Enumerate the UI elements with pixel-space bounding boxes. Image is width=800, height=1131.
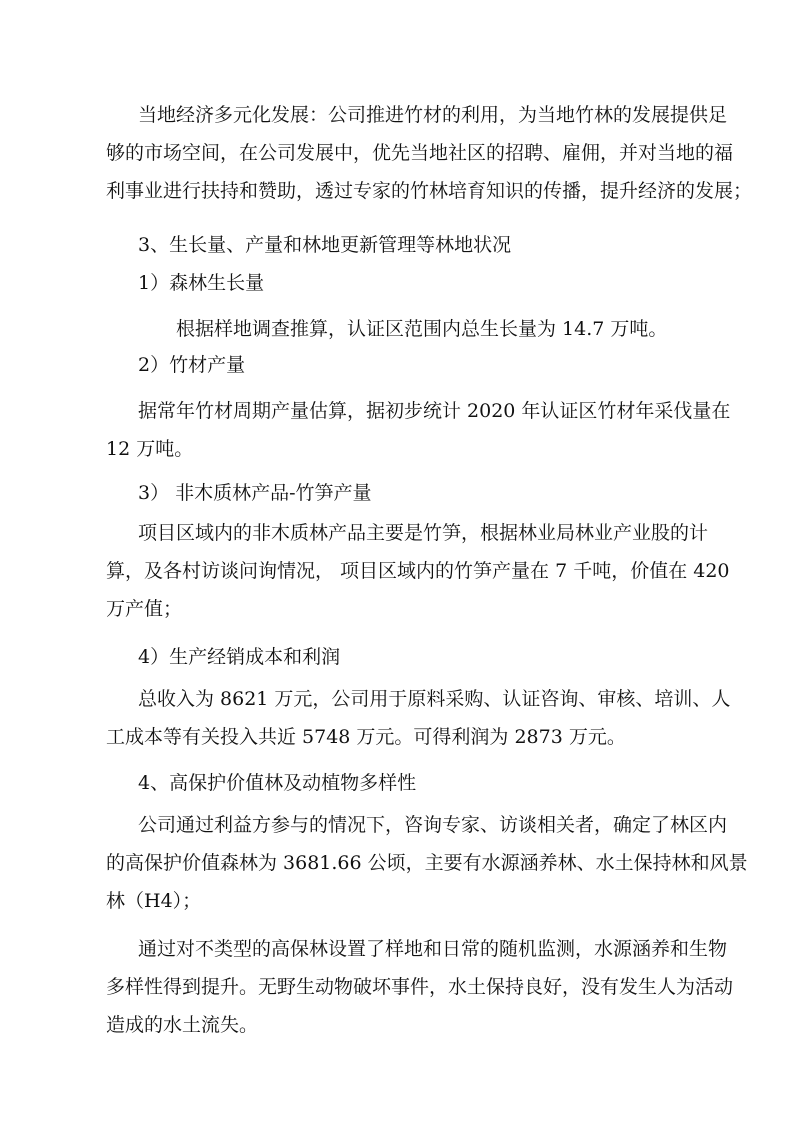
paragraph-monitoring <box>106 930 734 1044</box>
paragraph-bamboo-output <box>106 392 731 468</box>
text-line: 够的市场空间，在公司发展中，优先当地社区的招聘、雇佣，并对当地的福 <box>106 142 734 164</box>
text-line: 利事业进行扶持和赞助，透过专家的竹林培育知识的传播，提升经济的发展； <box>106 180 753 202</box>
paragraph-hcv-forest <box>106 806 748 920</box>
text-line: 当地经济多元化发展：公司推进竹材的利用，为当地竹林的发展提供足 <box>138 104 728 126</box>
paragraph-economic-development <box>106 96 753 210</box>
subheading-forest-growth <box>106 264 716 302</box>
section-heading-forest-status <box>106 226 716 264</box>
subheading-text: 4）生产经销成本和利润 <box>138 646 341 668</box>
text-line: 林（H4）； <box>106 890 202 912</box>
paragraph-cost-profit <box>106 680 731 756</box>
text-line: 通过对不类型的高保林设置了样地和日常的随机监测，水源涵养和生物 <box>138 938 728 960</box>
section-heading-hcv-biodiversity <box>106 764 716 802</box>
subheading-bamboo-shoot-output <box>106 474 716 512</box>
paragraph-bamboo-shoot-output <box>106 514 730 628</box>
subheading-text: 3） 非木质林产品-竹笋产量 <box>138 482 372 504</box>
heading-text: 3、生长量、产量和林地更新管理等林地状况 <box>138 234 512 256</box>
text-line: 多样性得到提升。无野生动物破坏事件，水土保持良好，没有发生人为活动 <box>106 976 734 998</box>
heading-text: 4、高保护价值林及动植物多样性 <box>138 772 417 794</box>
text-line: 万产值； <box>106 598 183 620</box>
text-line: 12 万吨。 <box>106 438 194 460</box>
text-line: 的高保护价值森林为 3681.66 公顷，主要有水源涵养林、水土保持林和风景 <box>106 852 748 874</box>
subheading-text: 1）森林生长量 <box>138 272 265 294</box>
text-line: 公司通过利益方参与的情况下，咨询专家、访谈相关者，确定了林区内 <box>138 814 728 836</box>
text-line: 总收入为 8621 万元，公司用于原料采购、认证咨询、审核、培训、人 <box>138 688 731 710</box>
subheading-bamboo-output <box>106 346 716 384</box>
text-line: 根据样地调查推算，认证区范围内总生长量为 14.7 万吨。 <box>176 318 668 340</box>
subheading-text: 2）竹材产量 <box>138 354 246 376</box>
text-line: 工成本等有关投入共近 5748 万元。可得利润为 2873 万元。 <box>106 726 626 748</box>
paragraph-forest-growth <box>106 310 716 348</box>
text-line: 项目区域内的非木质林产品主要是竹笋，根据林业局林业产业股的计 <box>138 522 709 544</box>
subheading-cost-profit <box>106 638 716 676</box>
text-line: 据常年竹材周期产量估算，据初步统计 2020 年认证区竹材年采伐量在 <box>138 400 731 422</box>
text-line: 算，及各村访谈问询情况， 项目区域内的竹笋产量在 7 千吨，价值在 420 <box>106 560 730 582</box>
text-line: 造成的水土流失。 <box>106 1014 259 1036</box>
